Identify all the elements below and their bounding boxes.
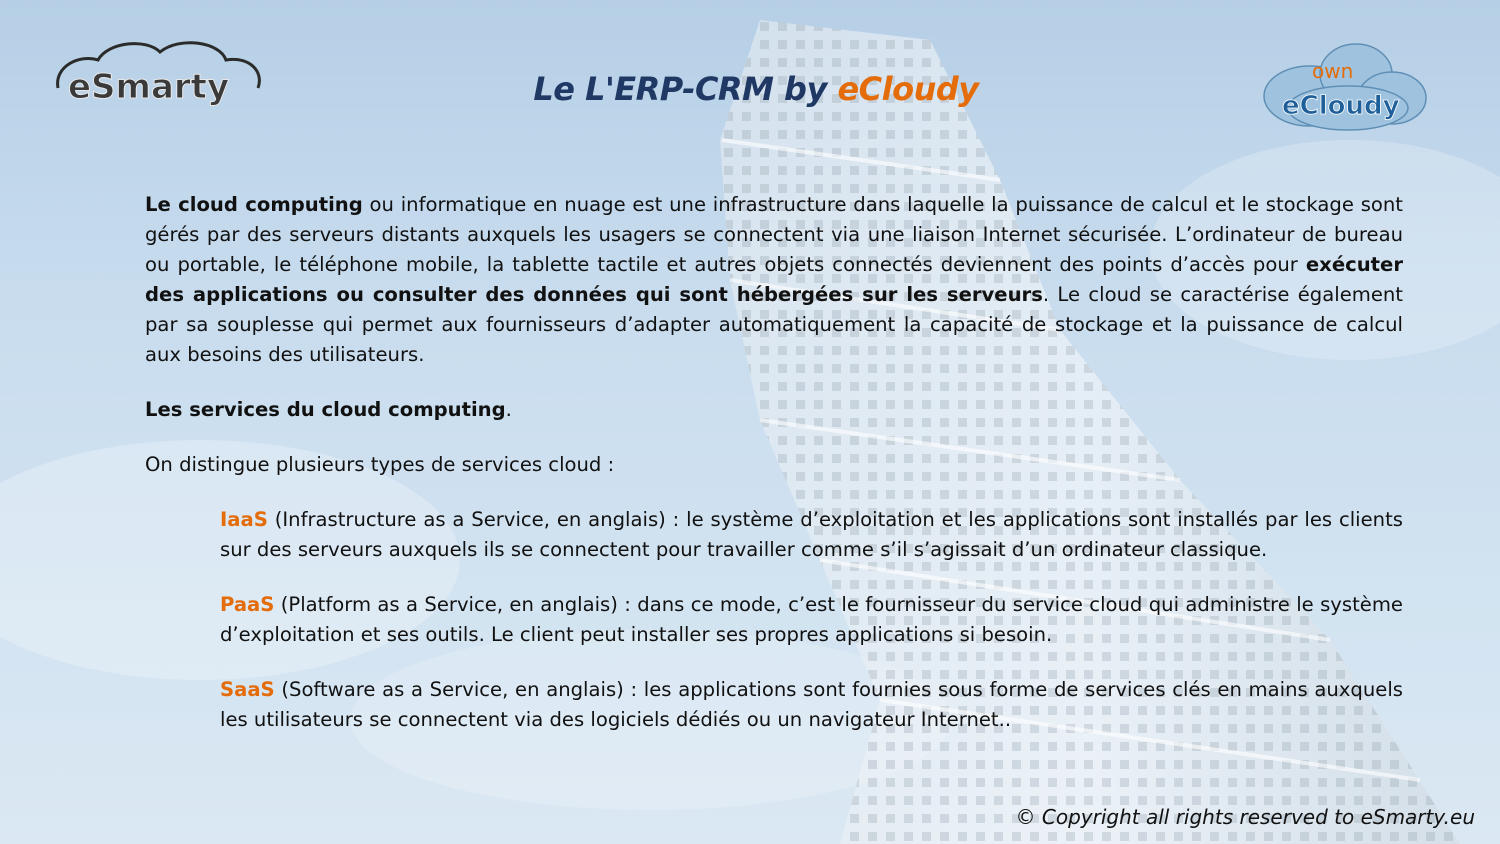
svg-text:eSmarty: eSmarty — [68, 67, 230, 107]
svg-text:own: own — [1312, 59, 1354, 83]
title-accent: eCloudy — [837, 70, 979, 108]
paragraph-text: ou informatique en nuage est une infrastructure dans laquelle la puissance de calcul et le stockage sont gérés par des serveurs distants auxquels les usagers se connectent via une liaison Internet sécurisée. L’ordinateur de bureau ou portable, le téléphone mobile, la tablette tactile et autres objets connectés deviennent des points d’accès pour — [145, 193, 1403, 276]
heading-suffix: . — [505, 398, 512, 421]
service-acronym: SaaS — [220, 678, 275, 701]
cloud-computing-term: Le cloud computing — [145, 193, 363, 216]
services-heading — [145, 395, 1403, 425]
svg-text:eCloudy: eCloudy — [1282, 91, 1400, 121]
service-acronym: PaaS — [220, 593, 275, 616]
service-item-paas — [220, 590, 1403, 650]
paragraph-text: . Le cloud se caractérise également par sa souplesse qui permet aux fournisseurs d’adapter automatiquement la capacité de stockage et la puissance de calcul aux besoins des utilisateurs. — [145, 283, 1403, 366]
services-intro: On distingue plusieurs types de services cloud : — [145, 453, 615, 476]
main-content — [145, 190, 1403, 760]
cloud-definition-paragraph — [145, 190, 1403, 370]
service-item-iaas — [220, 505, 1403, 565]
highlight-text: exécuter des applications ou consulter des données qui sont hébergées sur les serveurs — [145, 253, 1403, 306]
copyright-notice: © Copyright all rights reserved to eSmarty.eu — [1015, 805, 1475, 829]
service-item-saas — [220, 675, 1403, 735]
service-description: (Infrastructure as a Service, en anglais) : le système d’exploitation et les applications sont installés par les clients sur des serveurs auxquels ils se connectent pour travailler comme s’il s’agissait d’un ordinateur classique. — [220, 508, 1403, 561]
services-heading-text: Les services du cloud computing — [145, 398, 506, 421]
service-description: (Platform as a Service, en anglais) : dans ce mode, c’est le fournisseur du service cloud qui administre le système d’exploitation et ses outils. Le client peut installer ses propres applications si besoin. — [220, 593, 1403, 646]
service-description: (Software as a Service, en anglais) : les applications sont fournies sous forme de services clés en mains auxquels les utilisateurs se connectent via des logiciels dédiés ou un navigateur Internet.. — [220, 678, 1403, 731]
ecloudy-logo — [1260, 38, 1430, 134]
service-acronym: IaaS — [220, 508, 268, 531]
title-prefix: Le L'ERP-CRM by — [533, 70, 838, 108]
